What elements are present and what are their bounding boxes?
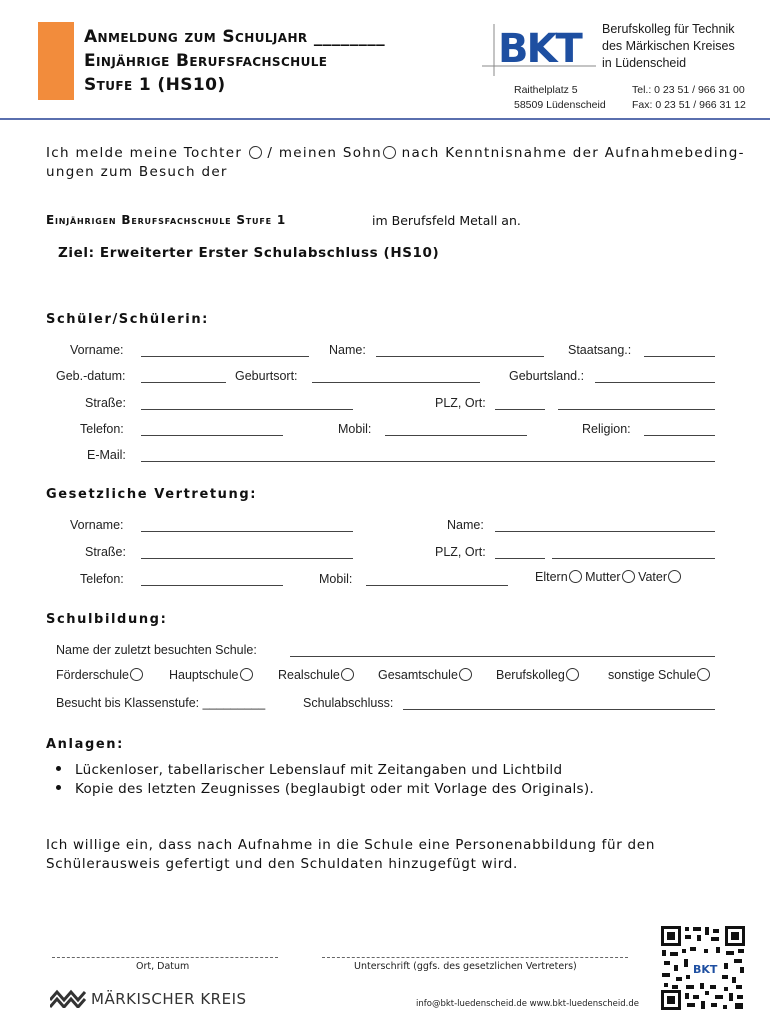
grade-label: Besucht bis Klassenstufe: _________ — [56, 696, 266, 710]
attachment-item: Kopie des letzten Zeugnisses (beglaubigt oder mit Vorlage des Originals). — [56, 781, 594, 797]
school-name-line1: Berufskolleg für Technik — [602, 22, 735, 36]
maerkischer-kreis-logo-icon — [50, 986, 86, 1008]
parents-radio[interactable] — [569, 570, 582, 583]
student-firstname-field[interactable] — [141, 356, 309, 357]
form-title-line3: Stufe 1 (HS10) — [84, 75, 226, 95]
school-type-option-5: Berufskolleg — [496, 668, 579, 682]
gesamtschule-checkbox[interactable] — [459, 668, 472, 681]
guardian-lastname-label: Name: — [447, 518, 484, 532]
fax-number: Fax: 0 23 51 / 966 31 12 — [632, 99, 746, 111]
mother-radio[interactable] — [622, 570, 635, 583]
school-type-option-6: sonstige Schule — [608, 668, 710, 682]
student-street-field[interactable] — [141, 409, 353, 410]
student-lastname-label: Name: — [329, 343, 366, 357]
daughter-radio[interactable] — [249, 146, 262, 159]
student-phone-label: Telefon: — [80, 422, 124, 436]
student-mobile-label: Mobil: — [338, 422, 372, 436]
schooling-heading: Schulbildung: — [46, 612, 168, 627]
guardian-firstname-field[interactable] — [141, 531, 353, 532]
address-street: Raithelplatz 5 — [514, 84, 578, 96]
student-street-label: Straße: — [85, 396, 126, 410]
place-date-line[interactable] — [52, 957, 278, 958]
other-school-checkbox[interactable] — [697, 668, 710, 681]
student-birthdate-field[interactable] — [141, 382, 226, 383]
school-name-line3: in Lüdenscheid — [602, 56, 687, 70]
guardian-phone-label: Telefon: — [80, 572, 124, 586]
student-nationality-field[interactable] — [644, 356, 715, 357]
school-name-line2: des Märkischen Kreises — [602, 39, 735, 53]
guardian-zip-city-label: PLZ, Ort: — [435, 545, 486, 559]
district-name: MÄRKISCHER KREIS — [91, 990, 247, 1008]
guardian-firstname-label: Vorname: — [70, 518, 124, 532]
student-religion-field[interactable] — [644, 435, 715, 436]
degree-label: Schulabschluss: — [303, 696, 394, 710]
place-date-label: Ort, Datum — [136, 961, 190, 972]
qr-logo-label: BKT — [693, 963, 718, 976]
address-city: 58509 Lüdenscheid — [514, 99, 606, 111]
logo-lettering: BKT — [498, 26, 581, 72]
intro-line1: Ich melde meine Tochter / meinen Sohn nach Kenntnisnahme der Aufnahmebeding- — [46, 145, 745, 161]
student-mobile-field[interactable] — [385, 435, 527, 436]
guardian-zip-field[interactable] — [495, 558, 545, 559]
orange-accent-bar — [38, 22, 74, 100]
student-firstname-label: Vorname: — [70, 343, 124, 357]
signature-line[interactable] — [322, 957, 628, 958]
guardian-mobile-label: Mobil: — [319, 572, 353, 586]
student-birthcountry-field[interactable] — [595, 382, 715, 383]
guardian-lastname-field[interactable] — [495, 531, 715, 532]
form-title-line1: Anmeldung zum Schuljahr ________ — [84, 27, 386, 47]
student-city-field[interactable] — [558, 409, 715, 410]
student-birthcountry-label: Geburtsland.: — [509, 369, 585, 383]
student-zip-field[interactable] — [495, 409, 545, 410]
occupational-field: im Berufsfeld Metall an. — [372, 213, 521, 228]
last-school-label: Name der zuletzt besuchten Schule: — [56, 643, 257, 657]
student-birthplace-field[interactable] — [312, 382, 480, 383]
student-religion-label: Religion: — [582, 422, 631, 436]
student-birthdate-label: Geb.-datum: — [56, 369, 126, 383]
guardian-street-field[interactable] — [141, 558, 353, 559]
student-birthplace-label: Geburtsort: — [235, 369, 298, 383]
consent-line1: Ich willige ein, dass nach Aufnahme in die Schule eine Personenabbildung für den — [46, 837, 656, 853]
student-nationality-label: Staatsang.: — [568, 343, 632, 357]
school-type-option-2: Hauptschule — [169, 668, 253, 682]
phone-number: Tel.: 0 23 51 / 966 31 00 — [632, 84, 745, 96]
school-type-option-4: Gesamtschule — [378, 668, 472, 682]
school-type: Einjährigen Berufsfachschule Stufe 1 — [46, 213, 286, 227]
last-school-field[interactable] — [290, 656, 715, 657]
intro-line2: ungen zum Besuch der — [46, 164, 228, 180]
degree-field[interactable] — [403, 709, 715, 710]
school-type-option-3: Realschule — [278, 668, 354, 682]
school-type-option-1: Förderschule — [56, 668, 143, 682]
student-zip-city-label: PLZ, Ort: — [435, 396, 486, 410]
father-radio[interactable] — [668, 570, 681, 583]
header-divider — [0, 118, 770, 120]
guardian-phone-field[interactable] — [141, 585, 283, 586]
guardian-street-label: Straße: — [85, 545, 126, 559]
guardian-relation-options: Eltern Mutter Vater — [535, 570, 681, 584]
student-phone-field[interactable] — [141, 435, 283, 436]
bkt-logo — [482, 22, 596, 78]
goal-statement: Ziel: Erweiterter Erster Schulabschluss (HS10) — [58, 245, 440, 261]
berufskolleg-checkbox[interactable] — [566, 668, 579, 681]
qr-code[interactable] — [660, 925, 746, 1011]
student-lastname-field[interactable] — [376, 356, 544, 357]
guardian-mobile-field[interactable] — [366, 585, 508, 586]
student-heading: Schüler/Schülerin: — [46, 312, 209, 327]
hauptschule-checkbox[interactable] — [240, 668, 253, 681]
foerderschule-checkbox[interactable] — [130, 668, 143, 681]
student-email-label: E-Mail: — [87, 448, 126, 462]
attachments-heading: Anlagen: — [46, 737, 124, 752]
realschule-checkbox[interactable] — [341, 668, 354, 681]
son-radio[interactable] — [383, 146, 396, 159]
contact-line: info@bkt-luedenscheid.de www.bkt-luedenscheid.de — [416, 999, 639, 1009]
form-title-line2: Einjährige Berufsfachschule — [84, 51, 328, 71]
attachment-item: Lückenloser, tabellarischer Lebenslauf mit Zeitangaben und Lichtbild — [56, 762, 562, 778]
guardian-heading: Gesetzliche Vertretung: — [46, 487, 258, 502]
guardian-city-field[interactable] — [552, 558, 715, 559]
signature-label: Unterschrift (ggfs. des gesetzlichen Vertreters) — [354, 961, 577, 972]
student-email-field[interactable] — [141, 461, 715, 462]
consent-line2: Schülerausweis gefertigt und den Schuldaten hinzugefügt wird. — [46, 856, 519, 872]
